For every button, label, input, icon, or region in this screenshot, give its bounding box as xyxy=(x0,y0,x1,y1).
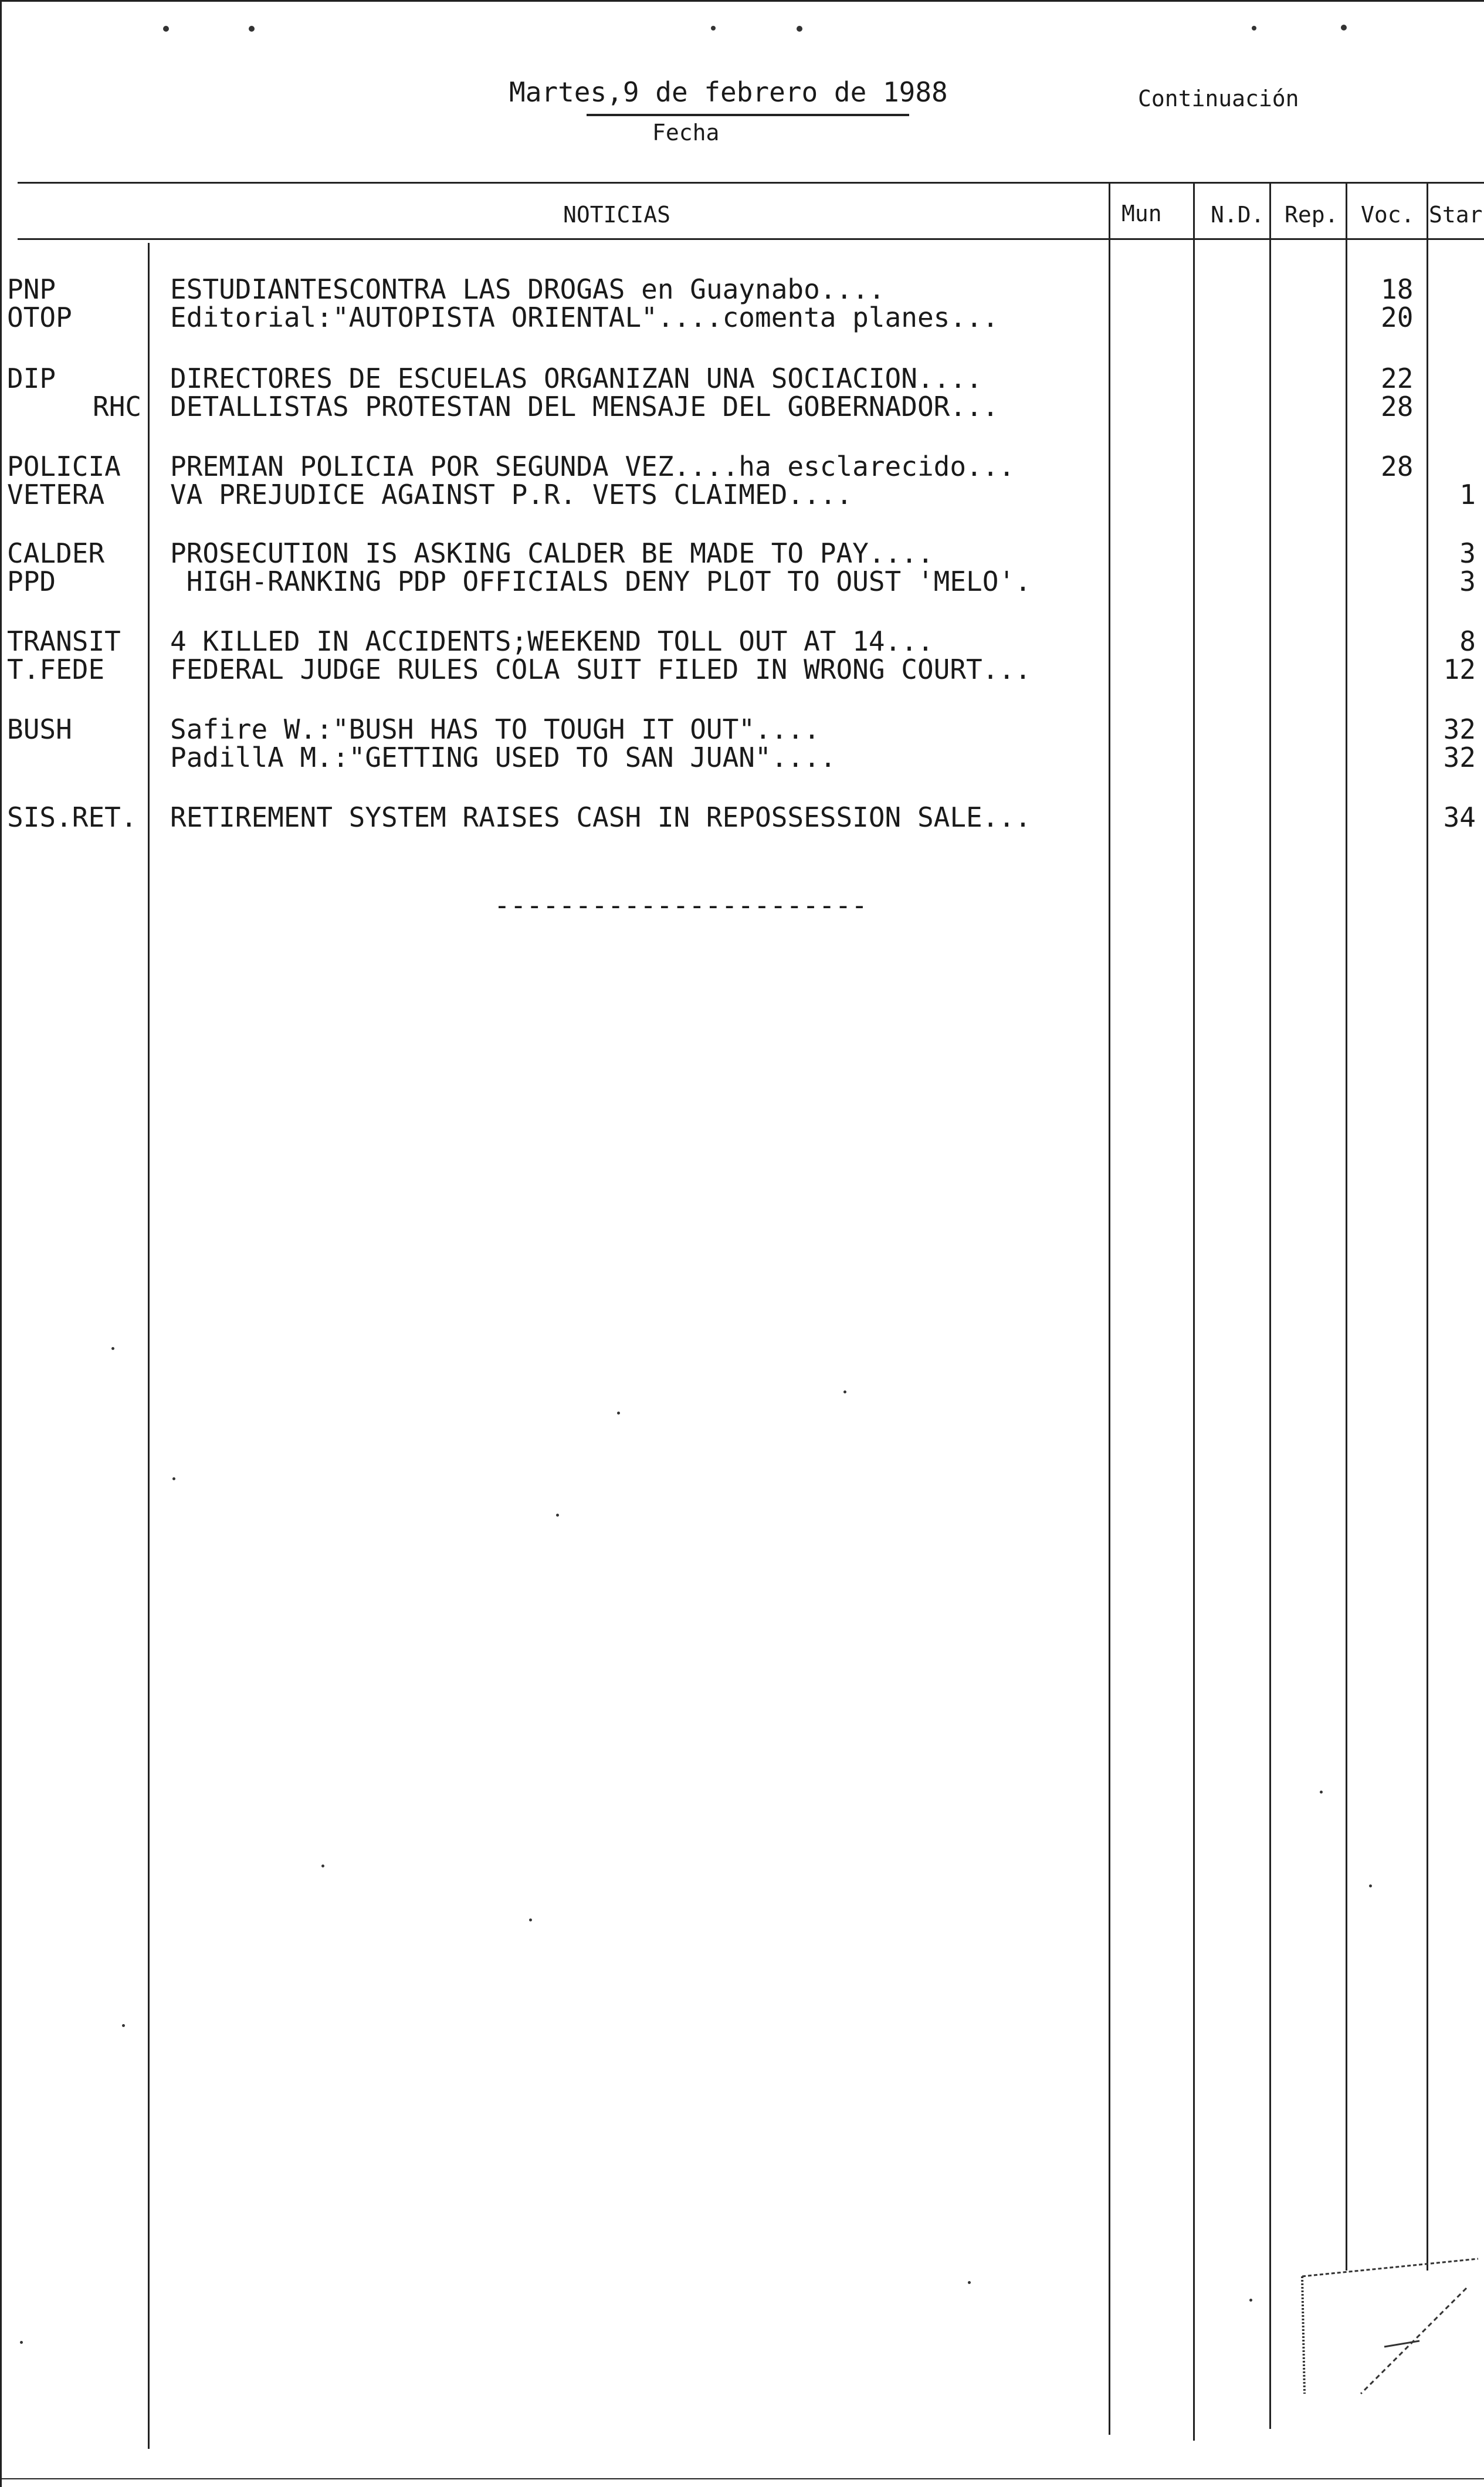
scan-speck xyxy=(529,1918,532,1921)
scan-speck xyxy=(20,2341,23,2344)
scan-speck xyxy=(617,1412,620,1415)
row-code: DIP xyxy=(7,363,56,394)
row-headline: 4 KILLED IN ACCIDENTS;WEEKEND TOLL OUT AT 14... xyxy=(170,625,934,657)
row-code: CALDER xyxy=(7,537,105,569)
row-headline: ESTUDIANTESCONTRA LAS DROGAS en Guaynabo.... xyxy=(170,273,885,305)
row-code: POLICIA xyxy=(7,451,121,482)
column-header-nd: N.D. xyxy=(1211,202,1265,228)
column-header-voc: Voc. xyxy=(1361,202,1415,228)
row-star-page: 1 xyxy=(1459,479,1476,510)
column-rule-code xyxy=(148,243,150,2449)
row-voc-page: 20 xyxy=(1381,302,1414,333)
scan-speck xyxy=(321,1865,324,1867)
row-star-page: 12 xyxy=(1443,654,1476,685)
row-star-page: 3 xyxy=(1459,566,1476,597)
scan-speck xyxy=(1369,1884,1372,1887)
row-voc-page: 28 xyxy=(1381,451,1414,482)
scan-speck xyxy=(111,1347,114,1350)
table-header-bottom-rule xyxy=(18,238,1484,240)
row-star-page: 8 xyxy=(1459,625,1476,657)
row-code: OTOP xyxy=(7,302,72,333)
scan-speck xyxy=(1320,1791,1323,1794)
column-header-star: Star xyxy=(1429,202,1483,228)
row-headline: Editorial:"AUTOPISTA ORIENTAL"....comenta planes... xyxy=(170,302,999,333)
left-border xyxy=(0,0,2,2487)
row-headline: PREMIAN POLICIA POR SEGUNDA VEZ....ha esclarecido... xyxy=(170,451,1015,482)
row-code: TRANSIT xyxy=(7,625,121,657)
scan-speck xyxy=(172,1477,175,1480)
column-header-rep: Rep. xyxy=(1285,202,1339,228)
mark-speck xyxy=(163,26,169,32)
bottom-border xyxy=(0,2478,1484,2479)
column-rule-mun xyxy=(1109,182,1110,2435)
date-caption: Fecha xyxy=(652,120,720,146)
row-code: T.FEDE xyxy=(7,654,105,685)
row-headline: PROSECUTION IS ASKING CALDER BE MADE TO PAY.... xyxy=(170,537,934,569)
column-rule-nd xyxy=(1193,182,1195,2441)
top-border xyxy=(0,0,1484,2)
table-header-top-rule xyxy=(18,182,1484,184)
date-underline xyxy=(587,114,909,116)
row-headline: DIRECTORES DE ESCUELAS ORGANIZAN UNA SOCIACION.... xyxy=(170,363,982,394)
row-headline: FEDERAL JUDGE RULES COLA SUIT FILED IN WRONG COURT... xyxy=(170,654,1031,685)
scan-speck xyxy=(968,2281,971,2284)
row-headline: PadillA M.:"GETTING USED TO SAN JUAN".... xyxy=(170,742,836,773)
column-rule-voc xyxy=(1346,182,1347,2271)
end-of-list-marker: ----------------------- xyxy=(494,889,868,921)
column-rule-rep xyxy=(1269,182,1271,2429)
column-header-news: NOTICIAS xyxy=(563,202,671,228)
mark-speck xyxy=(797,26,802,32)
scan-speck xyxy=(1249,2299,1252,2302)
mark-speck xyxy=(1252,26,1256,31)
row-code: PNP xyxy=(7,273,56,305)
continuation-label: Continuación xyxy=(1138,86,1299,111)
corner-scribble xyxy=(1290,2253,1484,2417)
mark-speck xyxy=(711,26,716,31)
row-star-page: 32 xyxy=(1443,713,1476,745)
row-voc-page: 28 xyxy=(1381,391,1414,422)
scan-speck xyxy=(843,1390,846,1393)
row-headline: Safire W.:"BUSH HAS TO TOUGH IT OUT".... xyxy=(170,713,820,745)
row-headline: HIGH-RANKING PDP OFFICIALS DENY PLOT TO OUST 'MELO'. xyxy=(170,566,1031,597)
mark-speck xyxy=(1341,25,1347,31)
row-star-page: 3 xyxy=(1459,537,1476,569)
scan-speck xyxy=(122,2024,125,2027)
row-code: BUSH xyxy=(7,713,72,745)
row-voc-page: 22 xyxy=(1381,363,1414,394)
row-code: PPD xyxy=(7,566,56,597)
row-headline: VA PREJUDICE AGAINST P.R. VETS CLAIMED.... xyxy=(170,479,853,510)
row-code: VETERA xyxy=(7,479,105,510)
row-star-page: 34 xyxy=(1443,801,1476,833)
row-voc-page: 18 xyxy=(1381,273,1414,305)
column-rule-star xyxy=(1427,182,1428,2271)
row-code: RHC xyxy=(93,391,142,422)
mark-speck xyxy=(249,26,255,32)
row-code: SIS.RET. xyxy=(7,801,137,833)
column-header-mun: Mun xyxy=(1122,201,1162,226)
scan-speck xyxy=(556,1514,559,1517)
date-heading: Martes,9 de febrero de 1988 xyxy=(509,76,948,108)
row-star-page: 32 xyxy=(1443,742,1476,773)
row-headline: DETALLISTAS PROTESTAN DEL MENSAJE DEL GOBERNADOR... xyxy=(170,391,999,422)
row-headline: RETIREMENT SYSTEM RAISES CASH IN REPOSSESSION SALE... xyxy=(170,801,1031,833)
